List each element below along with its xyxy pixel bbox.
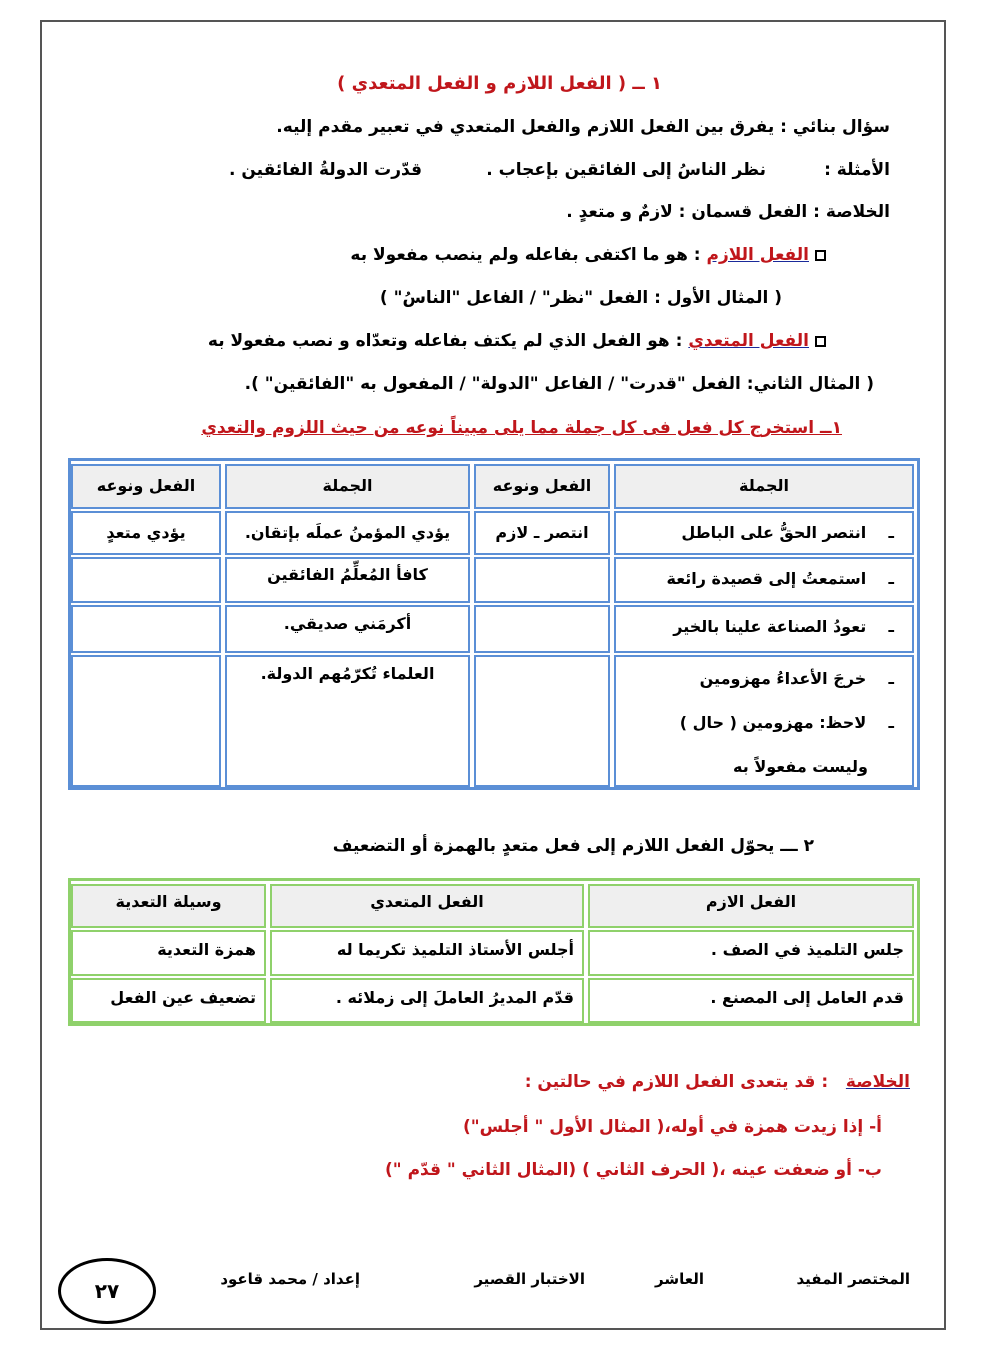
examples-label: الأمثلة : [824,160,890,180]
table-cell [474,655,610,787]
dash: ـ [888,669,894,688]
footer-test: الاختبار القصير [474,1270,585,1288]
table-cell: يؤدي متعدٍ [71,511,221,555]
mutaaddi-term: الفعل المتعدي [688,331,809,351]
dash: ـ [888,617,894,636]
note-line: وليست مفعولاً به [733,757,868,776]
first-example-analysis: ( المثال الأول : الفعل "نظر" / الفاعل "الناسُ" ) [379,288,782,308]
table-line [616,701,894,745]
checkbox-icon [815,336,826,347]
dash: ـ [888,523,894,542]
table-cell [71,655,221,787]
dash: ـ [888,713,894,732]
example-two: قدّرت الدولةُ الفائقين . [228,160,422,180]
summary-line: الخلاصة : الفعل قسمان : لازمٌ و متعدٍ . [566,202,890,222]
table-cell: جلس التلميذ في الصف . [588,930,914,976]
table-header: الفعل ونوعه [474,464,610,509]
table-cell: قدّم المديرُ العاملَ إلى زملائه . [270,978,584,1023]
exercise-one-table [68,458,920,790]
sentence: خرجَ الأعداءُ مهزومين [699,669,867,688]
example-one: نظر الناسُ إلى الفائقين بإعجاب . [486,160,766,180]
table-cell [71,605,221,653]
table-cell: انتصر ـ لازم [474,511,610,555]
table-cell [474,605,610,653]
mutaaddi-definition: : هو الفعل الذي لم يكتف بفاعله وتعدّاه و نصب مفعولا به [207,331,683,351]
table-cell: تضعيف عين الفعل [71,978,266,1023]
exercise-two-title: ٢ ـــ يحوّل الفعل اللازم إلى فعل متعدٍ بالهمزة أو التضعيف [332,836,814,856]
table-cell [71,557,221,603]
table-cell: قدم العامل إلى المصنع . [588,978,914,1023]
question-line: سؤال بنائي : يفرق بين الفعل اللازم والفعل المتعدي في تعبير مقدم إليه. [276,117,890,137]
table-line [616,657,894,701]
dash: ـ [888,569,894,588]
page-number: ٢٧ [58,1258,156,1324]
conclusion-line [525,1072,910,1092]
sentence: تعودُ الصناعة علينا بالخير [673,617,867,636]
conclusion-label: الخلاصة [845,1072,910,1092]
table-cell: همزة التعدية [71,930,266,976]
footer-book: المختصر المفيد [796,1270,910,1288]
sentence: انتصر الحقُّ على الباطل [681,523,867,542]
table-header: وسيلة التعدية [71,884,266,928]
table-cell [614,605,914,653]
table-cell [614,557,914,603]
table-cell: أجلس الأستاذ التلميذ تكريما له [270,930,584,976]
table-header: الجملة [225,464,470,509]
table-cell [474,557,610,603]
conclusion-text: : قد يتعدى الفعل اللازم في حالتين : [524,1072,829,1092]
checkbox-icon [815,250,826,261]
table-header: الجملة [614,464,914,509]
mutaaddi-definition-line [208,331,826,351]
second-example-analysis: ( المثال الثاني: الفعل "قدرت" / الفاعل "الدولة" / المفعول به "الفائقين" ). [244,374,874,394]
lazim-definition: : هو ما اكتفى بفاعله ولم ينصب مفعولا به [350,245,701,265]
table-cell: كافأ المُعلِّمُ الفائقين [225,557,470,603]
table-cell: العلماء تُكرّمُهم الدولة. [225,655,470,787]
lazim-definition-line [350,245,826,265]
table-cell [614,655,914,787]
table-header: الفعل ونوعه [71,464,221,509]
lazim-term: الفعل اللازم [706,245,809,265]
exercise-two-table [68,878,920,1026]
table-header: الفعل الازم [588,884,914,928]
table-header: الفعل المتعدي [270,884,584,928]
table-cell: يؤدي المؤمنُ عملَه بإتقان. [225,511,470,555]
case-b: ب- أو ضعفت عينه ،( الحرف الثاني ) (المثال الثاني " قدّم ") [385,1160,882,1180]
footer-author: إعداد / محمد قاعود [220,1270,360,1288]
footer-grade: العاشر [655,1270,704,1288]
table-cell: أكرمَني صديقي. [225,605,470,653]
note-line: لاحظ: مهزومين ( حال ) [679,713,867,732]
section-title: ١ ــ ( الفعل اللازم و الفعل المتعدي ) [337,73,662,94]
sentence: استمعتُ إلى قصيدة رائعة [666,569,867,588]
exercise-one-title: ١ــ استخرج كل فعل فى كل جملة مما يلى مبيناً نوعه من حيث اللزوم والتعدي [201,418,842,438]
table-cell [614,511,914,555]
case-a: أ- إذا زيدت همزة في أوله،( المثال الأول " أجلس") [462,1117,882,1137]
